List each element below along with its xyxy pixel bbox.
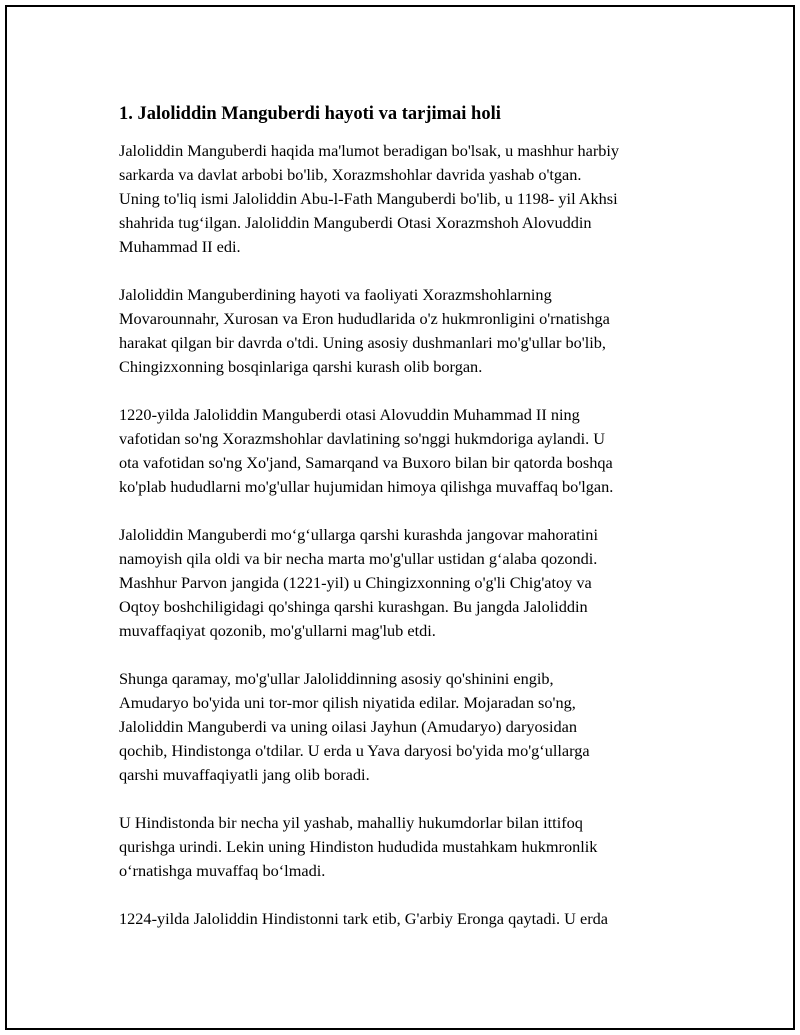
text-line: qarshi muvaffaqiyatli jang olib boradi. bbox=[119, 765, 370, 784]
text-line: Chingizxonning bosqinlariga qarshi kurash olib borgan. bbox=[119, 357, 483, 376]
text-line: U Hindistonda bir necha yil yashab, mahalliy hukumdorlar bilan ittifoq bbox=[119, 813, 583, 832]
text-line: namoyish qila oldi va bir necha marta mo'g'ullar ustidan g‘alaba qozondi. bbox=[119, 549, 598, 568]
paragraph bbox=[119, 403, 699, 499]
text-line: Jaloliddin Manguberdi va uning oilasi Jayhun (Amudaryo) daryosidan bbox=[119, 717, 578, 736]
text-line: Amudaryo bo'yida uni tor-mor qilish niyatida edilar. Mojaradan so'ng, bbox=[119, 693, 576, 712]
document-body bbox=[119, 103, 699, 955]
paragraph bbox=[119, 523, 699, 643]
text-line: sarkarda va davlat arbobi bo'lib, Xorazmshohlar davrida yashab o'tgan. bbox=[119, 165, 582, 184]
text-line: Shunga qaramay, mo'g'ullar Jaloliddinning asosiy qo'shinini engib, bbox=[119, 669, 554, 688]
text-line: Jaloliddin Manguberdi mo‘g‘ullarga qarshi kurashda jangovar mahoratini bbox=[119, 525, 598, 544]
text-line: Jaloliddin Manguberdi haqida ma'lumot beradigan bo'lsak, u mashhur harbiy bbox=[119, 141, 620, 160]
text-line: muvaffaqiyat qozonib, mo'g'ullarni mag'lub etdi. bbox=[119, 621, 436, 640]
text-line: qochib, Hindistonga o'tdilar. U erda u Yava daryosi bo'yida mo'g‘ullarga bbox=[119, 741, 590, 760]
page-frame bbox=[5, 5, 795, 1030]
text-line: Uning to'liq ismi Jaloliddin Abu-l-Fath Manguberdi bo'lib, u 1198- yil Akhsi bbox=[119, 189, 618, 208]
paragraph bbox=[119, 811, 699, 883]
text-line: Muhammad II edi. bbox=[119, 237, 241, 256]
text-line: Oqtoy boshchiligidagi qo'shinga qarshi kurashgan. Bu jangda Jaloliddin bbox=[119, 597, 588, 616]
text-line: 1220-yilda Jaloliddin Manguberdi otasi Alovuddin Muhammad II ning bbox=[119, 405, 580, 424]
paragraph bbox=[119, 139, 699, 259]
text-line: Mashhur Parvon jangida (1221-yil) u Chingizxonning o'g'li Chig'atoy va bbox=[119, 573, 592, 592]
text-line: vafotidan so'ng Xorazmshohlar davlatining so'nggi hukmdoriga aylandi. U bbox=[119, 429, 606, 448]
section-heading: 1. Jaloliddin Manguberdi hayoti va tarjimai holi bbox=[119, 104, 501, 124]
text-line: o‘rnatishga muvaffaq bo‘lmadi. bbox=[119, 861, 326, 880]
text-line: qurishga urindi. Lekin uning Hindiston hududida mustahkam hukmronlik bbox=[119, 837, 598, 856]
paragraph bbox=[119, 907, 699, 931]
text-line: harakat qilgan bir davrda o'tdi. Uning asosiy dushmanlari mo'g'ullar bo'lib, bbox=[119, 333, 606, 352]
text-line: ota vafotidan so'ng Xo'jand, Samarqand va Buxoro bilan bir qatorda boshqa bbox=[119, 453, 613, 472]
text-line: Movarounnahr, Xurosan va Eron hududlarida o'z hukmronligini o'rnatishga bbox=[119, 309, 610, 328]
paragraph bbox=[119, 283, 699, 379]
text-line: shahrida tug‘ilgan. Jaloliddin Manguberdi Otasi Xorazmshoh Alovuddin bbox=[119, 213, 592, 232]
text-line: 1224-yilda Jaloliddin Hindistonni tark etib, G'arbiy Eronga qaytadi. U erda bbox=[119, 909, 609, 928]
text-line: ko'plab hududlarni mo'g'ullar hujumidan himoya qilishga muvaffaq bo'lgan. bbox=[119, 477, 614, 496]
paragraph bbox=[119, 667, 699, 787]
text-line: Jaloliddin Manguberdining hayoti va faoliyati Xorazmshohlarning bbox=[119, 285, 552, 304]
